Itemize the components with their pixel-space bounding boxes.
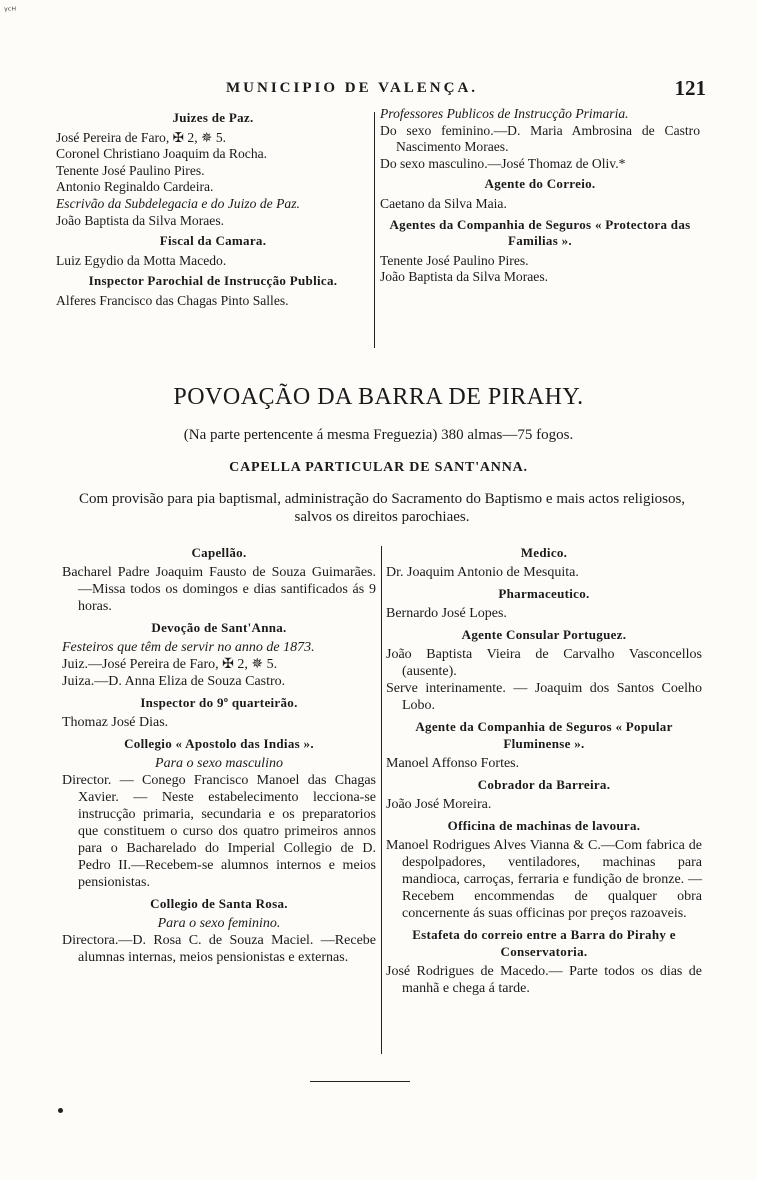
entry-line: Serve interinamente. — Joaquim dos Santos Coelho Lobo. <box>386 681 702 713</box>
entry-line: Director. — Conego Francisco Manoel das Chagas Xavier. — Neste estabelecimento lecciona-se instrucção primaria, secundaria e os preparatorios que constituem o curso dos quatro primeiros annos para o Bacharelado do Imperial Collegio de D. Pedro II.—Recebem-se alumnos internos e meios pensionistas. <box>62 773 376 890</box>
entry-line: Bacharel Padre Joaquim Fausto de Souza Guimarães. —Missa todos os domingos e dias santificados ás 9 horas. <box>62 565 376 614</box>
entry-heading: Inspector do 9º quarteirão. <box>140 695 298 710</box>
entry-line: João Baptista Vieira de Carvalho Vasconcellos (ausente). <box>386 647 702 679</box>
entry-line: Escrivão da Subdelegacia e do Juizo de Paz. <box>56 195 300 211</box>
entry-line: Juiza.—D. Anna Eliza de Souza Castro. <box>62 674 286 689</box>
entry-line: Caetano da Silva Maia. <box>380 195 507 211</box>
entry-heading: Collegio de Santa Rosa. <box>150 896 288 911</box>
entry-line: Antonio Reginaldo Cardeira. <box>56 179 214 195</box>
entry-heading: Inspector Parochial de Instrucção Publica. <box>88 273 338 289</box>
entry-line: José Rodrigues de Macedo.— Parte todos os dias de manhã e chega á tarde. <box>386 964 702 996</box>
section-subtitle: (Na parte pertencente á mesma Freguezia) 380 almas—75 fogos. <box>183 427 574 443</box>
entry-heading: Devoção de Sant'Anna. <box>151 620 287 635</box>
upper-left-column <box>56 106 370 310</box>
entry-line: Tenente José Paulino Pires. <box>56 162 205 178</box>
entry-heading: Juizes de Paz. <box>172 110 254 125</box>
section-title: POVOAÇÃO DA BARRA DE PIRAHY. <box>173 384 584 410</box>
entry-heading: Collegio « Apostolo das Indias ». <box>124 736 314 751</box>
entry-heading: Estafeta do correio entre a Barra do Pirahy e Conservatoria. <box>412 927 676 959</box>
entry-heading: Medico. <box>520 545 568 560</box>
lower-right-column <box>386 540 702 997</box>
entry-line: Alferes Francisco das Chagas Pinto Salles. <box>56 292 289 308</box>
entry-line: Juiz.—José Pereira de Faro, ✠ 2, ✵ 5. <box>62 657 278 672</box>
entry-line: Coronel Christiano Joaquim da Rocha. <box>56 146 268 162</box>
entry-line: Manoel Rodrigues Alves Vianna & C.—Com fabrica de despolpadores, ventiladores, machinas para mandioca, carroças, ferraria e fundição de bronze. — Recebem encommendas de qualquer obra concernente ás suas officinas por preços razoaveis. <box>386 838 702 921</box>
end-rule <box>310 1081 410 1082</box>
entry-heading: Agente Consular Portuguez. <box>461 627 627 642</box>
entry-heading: Agente da Companhia de Seguros « Popular Fluminense ». <box>415 719 673 751</box>
entry-line: Manoel Affonso Fortes. <box>386 756 520 771</box>
entry-heading: Cobrador da Barreira. <box>477 777 611 792</box>
lower-column-rule <box>381 546 382 1054</box>
upper-right-column <box>380 106 700 286</box>
entry-line: João José Moreira. <box>386 797 492 812</box>
entry-line: Luiz Egydio da Motta Macedo. <box>56 252 227 268</box>
entry-line: Festeiros que têm de servir no anno de 1873. <box>62 640 315 655</box>
entry-line: Para o sexo masculino <box>155 756 283 771</box>
upper-column-rule <box>374 112 375 348</box>
entry-line: João Baptista da Silva Moraes. <box>56 212 225 228</box>
entry-line: José Pereira de Faro, ✠ 2, ✵ 5. <box>56 129 227 145</box>
entry-line: Professores Publicos de Instrucção Primaria. <box>380 106 629 121</box>
page-number: 121 <box>674 76 706 100</box>
entry-heading: Fiscal da Camara. <box>159 233 267 249</box>
lower-left-column <box>62 540 376 966</box>
entry-line: Thomaz José Dias. <box>62 715 169 730</box>
entry-line: Do sexo feminino.—D. Maria Ambrosina de Castro Nascimento Moraes. <box>380 122 700 155</box>
entry-heading: Agentes da Companhia de Seguros « Protectora das Familias ». <box>389 216 691 249</box>
provisao-text: Com provisão para pia baptismal, administração do Sacramento do Baptismo e mais actos religiosos, salvos os direitos parochiaes. <box>78 491 686 525</box>
entry-line: Do sexo masculino.—José Thomaz de Oliv.* <box>380 155 626 171</box>
scan-mark: ᵞᶜᴴ <box>4 6 17 17</box>
entry-line: Bernardo José Lopes. <box>386 606 507 621</box>
ink-dot <box>58 1108 63 1113</box>
chapel-heading: CAPELLA PARTICULAR DE SANT'ANNA. <box>229 460 528 475</box>
entry-heading: Pharmaceutico. <box>498 586 590 601</box>
entry-line: Tenente José Paulino Pires. <box>380 252 529 268</box>
running-head <box>56 76 706 102</box>
entry-heading: Officina de machinas de lavoura. <box>447 818 641 833</box>
entry-line: Dr. Joaquim Antonio de Mesquita. <box>386 565 579 580</box>
entry-line: João Baptista da Silva Moraes. <box>380 269 549 285</box>
entry-line: Para o sexo feminino. <box>157 916 281 931</box>
entry-line: Directora.—D. Rosa C. de Souza Maciel. —Recebe alumnas internas, meios pensionistas e externas. <box>62 933 376 965</box>
entry-heading: Agente do Correio. <box>484 176 596 192</box>
running-title: MUNICIPIO DE VALENÇA. <box>226 80 479 96</box>
entry-heading: Capellão. <box>191 545 247 560</box>
